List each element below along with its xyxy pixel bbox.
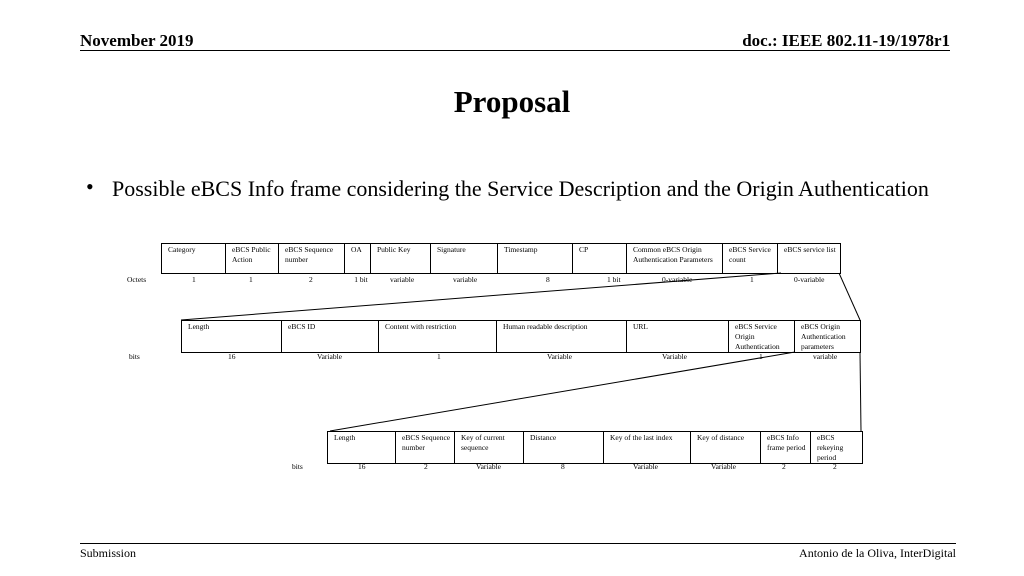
frame1-field: eBCS Public Action xyxy=(226,244,279,274)
frame2-field: eBCS Origin Authentication parameters xyxy=(795,321,861,353)
frame2-size: variable xyxy=(813,352,838,361)
ebcs-info-frame-table xyxy=(161,243,841,274)
frame1-size: 1 bit xyxy=(607,275,621,284)
expansion-line-1b xyxy=(839,273,860,320)
frame2-size: Variable xyxy=(547,352,572,361)
origin-authentication-parameters-table xyxy=(327,431,863,464)
bullet-text: Possible eBCS Info frame considering the Service Description and the Origin Authentication xyxy=(112,176,929,201)
frame3-field: Key of distance xyxy=(691,432,761,464)
frame1-field: Timestamp xyxy=(498,244,573,274)
frame1-size: 1 xyxy=(192,275,196,284)
footer-submission: Submission xyxy=(80,546,137,560)
frame3-field: Key of current sequence xyxy=(455,432,524,464)
frame1-unit-label: Octets xyxy=(127,275,147,284)
frame3-field: eBCS Sequence number xyxy=(396,432,455,464)
frame3-size: Variable xyxy=(476,462,501,471)
frame2-field: Length xyxy=(182,321,282,353)
frame2-field: URL xyxy=(627,321,729,353)
frame1-field: eBCS Service count xyxy=(723,244,778,274)
frame1-size: 8 xyxy=(546,275,550,284)
frame1-size: 2 xyxy=(309,275,313,284)
service-description-table xyxy=(181,320,861,353)
frame3-size: 2 xyxy=(782,462,786,471)
frame3-size: 2 xyxy=(833,462,837,471)
frame1-size: variable xyxy=(453,275,478,284)
frame3-field: Key of the last index xyxy=(604,432,691,464)
frame2-field: eBCS ID xyxy=(282,321,379,353)
expansion-line-2b xyxy=(860,352,861,431)
frame3-field: eBCS Info frame period xyxy=(761,432,811,464)
frame1-size: variable xyxy=(390,275,415,284)
expansion-line-2a xyxy=(330,352,795,431)
frame1-size: 0-variable xyxy=(662,275,693,284)
frame1-size: 1 xyxy=(750,275,754,284)
footer-author: Antonio de la Oliva, InterDigital xyxy=(799,546,956,560)
frame3-size: 2 xyxy=(424,462,428,471)
frame2-field: Human readable description xyxy=(497,321,627,353)
frame1-field: eBCS Sequence number xyxy=(279,244,345,274)
frame3-field: Length xyxy=(328,432,396,464)
frame3-size: Variable xyxy=(711,462,736,471)
frame3-size: Variable xyxy=(633,462,658,471)
frame1-field: eBCS service list xyxy=(778,244,841,274)
frame1-size: 1 bit xyxy=(354,275,368,284)
frame3-field: eBCS rekeying period xyxy=(811,432,863,464)
header-date: November 2019 xyxy=(80,31,194,50)
frame2-size: 1 xyxy=(759,352,763,361)
frame3-unit-label: bits xyxy=(292,462,303,471)
frame1-field: CP xyxy=(573,244,627,274)
bullet-marker: • xyxy=(86,174,94,199)
frame2-size: 16 xyxy=(228,352,236,361)
frame2-size: 1 xyxy=(437,352,441,361)
frame1-field: Public Key xyxy=(371,244,431,274)
frame2-field: Content with restriction xyxy=(379,321,497,353)
slide-title: Proposal xyxy=(453,84,571,119)
frame1-field: Common eBCS Origin Authentication Parameters xyxy=(627,244,723,274)
frame1-size: 0-variable xyxy=(794,275,825,284)
frame1-field: Signature xyxy=(431,244,498,274)
frame1-field: Category xyxy=(162,244,226,274)
header-doc-id: doc.: IEEE 802.11-19/1978r1 xyxy=(742,31,950,50)
frame2-size: Variable xyxy=(317,352,342,361)
frame3-size: 8 xyxy=(561,462,565,471)
frame1-size: 1 xyxy=(249,275,253,284)
frame2-unit-label: bits xyxy=(129,352,140,361)
footer-rule xyxy=(80,543,956,544)
frame2-field: eBCS Service Origin Authentication xyxy=(729,321,795,353)
frame2-size: Variable xyxy=(662,352,687,361)
frame3-size: 16 xyxy=(358,462,366,471)
frame3-field: Distance xyxy=(524,432,604,464)
frame1-field: OA xyxy=(345,244,371,274)
